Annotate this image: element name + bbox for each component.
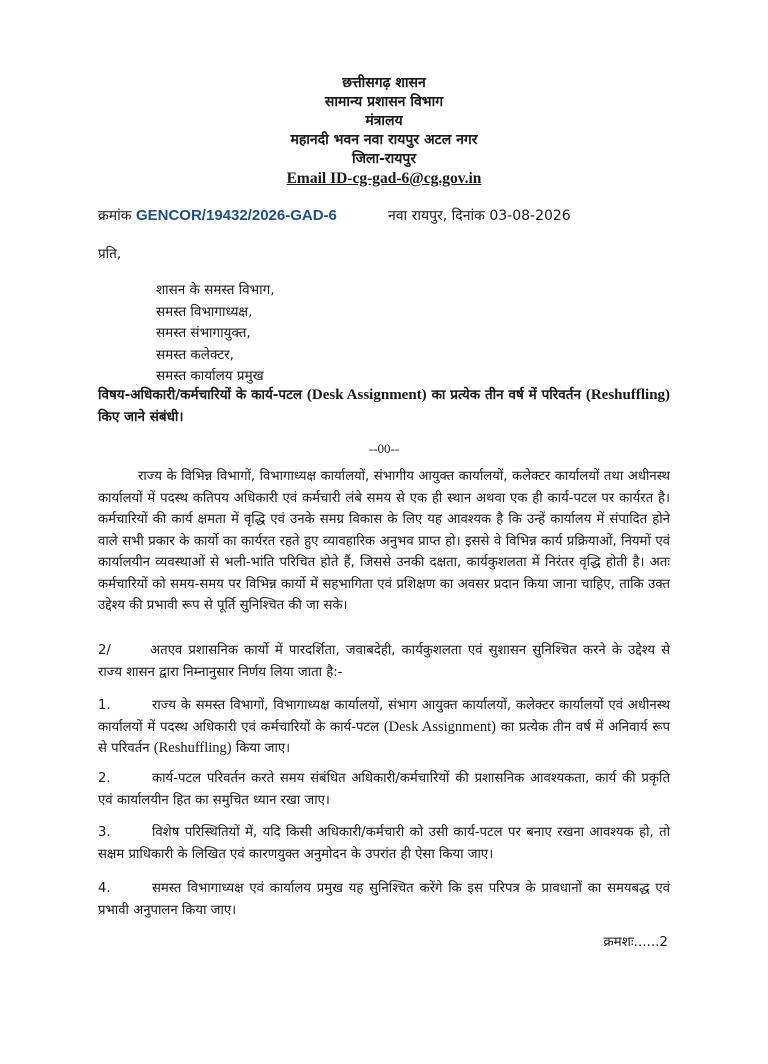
reference-label: क्रमांक xyxy=(98,208,132,224)
item-text: समस्त विभागाध्यक्ष एवं कार्यालय प्रमुख यह सुनिश्चित करेंगे कि इस परिपत्र के प्रावधानों का समयबद्ध एवं प्रभावी अनुपालन किया जाए। xyxy=(98,881,670,918)
separator: --00-- xyxy=(368,441,400,456)
to-label: प्रति, xyxy=(98,246,122,262)
department-name: सामान्य प्रशासन विभाग xyxy=(324,94,444,110)
continuation-note: क्रमशः......2 xyxy=(603,934,668,950)
body-paragraph-1: राज्य के विभिन्न विभागों, विभागाध्यक्ष कार्यालयों, संभागीय आयुक्त कार्यालयों, कलेक्टर कार्यालयों तथा अधीनस्थ कार्यालयों में पदस्थ कतिपय अधिकारी एवं कर्मचारी लंबे समय से एक ही स्थान अथवा एक ही कार्य-पटल पर कार्यरत है। कर्मचारियों की कार्य क्षमता में वृद्धि एवं उनके समग्र विकास के लिए यह आवश्यक है कि उन्हें कार्यालय में संपादित होने वाले सभी प्रकार के कार्यो का कार्यरत रहते हुए व्यावहारिक अनुभव प्राप्त हो। इससे वे विभिन्न कार्य प्रक्रियाओं, नियमों एवं कार्यालयीन व्यवस्थाओं से भली-भांति परिचित होते हैं, जिससे उनकी दक्षता, कार्यकुशलता में निरंतर वृद्धि होती है। अतः कर्मचारियों को समय-समय पर विभिन्न कार्यो में सहभागिता एवं प्रशिक्षण का अवसर प्रदान किया जाना चाहिए, ताकि उक्त उद्देश्य की प्रभावी रूप से पूर्ति सुनिश्चित की जा सके। xyxy=(98,469,670,613)
addressee-list xyxy=(156,280,275,388)
item-number: 1. xyxy=(98,698,111,713)
email-address: Email ID-cg-gad-6@cg.gov.in xyxy=(286,170,482,187)
item-text: किया जाए। xyxy=(235,741,291,756)
subject-text: विषय-अधिकारी/कर्मचारियों के कार्य-पटल xyxy=(98,387,303,403)
subject-line xyxy=(98,384,670,428)
reference-number: GENCOR/19432/2026-GAD-6 xyxy=(135,207,337,224)
decision-item-2 xyxy=(98,768,670,811)
building-address: महानदी भवन नवा रायपुर अटल नगर xyxy=(290,132,478,148)
addressee-item: समस्त विभागाध्यक्ष, xyxy=(156,303,253,320)
paragraph-text: अतएव प्रशासनिक कार्यो में पारदर्शिता, जवाबदेही, कार्यकुशलता एवं सुशासन सुनिश्चित करने के उद्देश्य से राज्य शासन द्वारा निम्नानुसार निर्णय लिया जाता है:- xyxy=(98,643,670,680)
item-text: विशेष परिस्थितियों में, यदि किसी अधिकारी/कर्मचारी को उसी कार्य-पटल पर बनाए रखना आवश्यक हो, तो सक्षम प्राधिकारी के लिखित एवं कारणयुक्त अनुमोदन के उपरांत ही ऐसा किया जाए। xyxy=(98,825,670,862)
paragraph-number: 2/ xyxy=(98,643,111,658)
decision-item-4 xyxy=(98,878,670,921)
decision-item-3 xyxy=(98,822,670,865)
item-number: 4. xyxy=(98,881,111,896)
reference-line xyxy=(98,206,698,225)
subject-text: किए जाने संबंधी। xyxy=(98,409,184,425)
addressee-item: समस्त संभागायुक्त, xyxy=(156,325,251,341)
item-text: राज्य के समस्त विभागों, विभागाध्यक्ष कार्यालयों, संभाग आयुक्त कार्यालयों, कलेक्टर कार्यालयों एवं अधीनस्थ कार्यालयों में पदस्थ अधिकारी एवं कर्मचारियों के कार्य-पटल xyxy=(98,698,670,735)
item-text-english: (Desk Assignment) xyxy=(383,718,496,735)
subject-text-english: (Reshuffling) xyxy=(585,387,671,403)
office-name: मंत्रालय xyxy=(365,113,403,129)
government-name: छत्तीसगढ़ शासन xyxy=(342,75,426,91)
letterhead xyxy=(0,74,768,188)
addressee-item: समस्त कलेक्टर, xyxy=(156,346,234,363)
item-text: कार्य-पटल परिवर्तन करते समय संबंधित अधिकारी/कर्मचारियों की प्रशासनिक आवश्यकता, कार्य की प्रकृति एवं कार्यालयीन हित का समुचित ध्यान रखा जाए। xyxy=(98,771,670,808)
item-number: 2. xyxy=(98,771,111,786)
subject-text: का प्रत्येक तीन वर्ष में परिवर्तन xyxy=(431,387,581,403)
item-text: का प्रत्येक तीन वर्ष में अनिवार्य रूप से परिवर्तन xyxy=(98,719,670,756)
item-number: 3. xyxy=(98,825,111,840)
place-date: नवा रायपुर, दिनांक 03-08-2026 xyxy=(388,208,571,224)
body-paragraph-2 xyxy=(98,640,670,683)
item-text-english: (Reshuffling) xyxy=(153,740,232,756)
decision-item-1 xyxy=(98,695,670,760)
district-name: जिला-रायपुर xyxy=(351,151,417,167)
subject-text-english: (Desk Assignment) xyxy=(306,387,427,403)
addressee-item: शासन के समस्त विभाग, xyxy=(156,282,275,298)
addressee-item: समस्त कार्यालय प्रमुख xyxy=(156,368,264,384)
